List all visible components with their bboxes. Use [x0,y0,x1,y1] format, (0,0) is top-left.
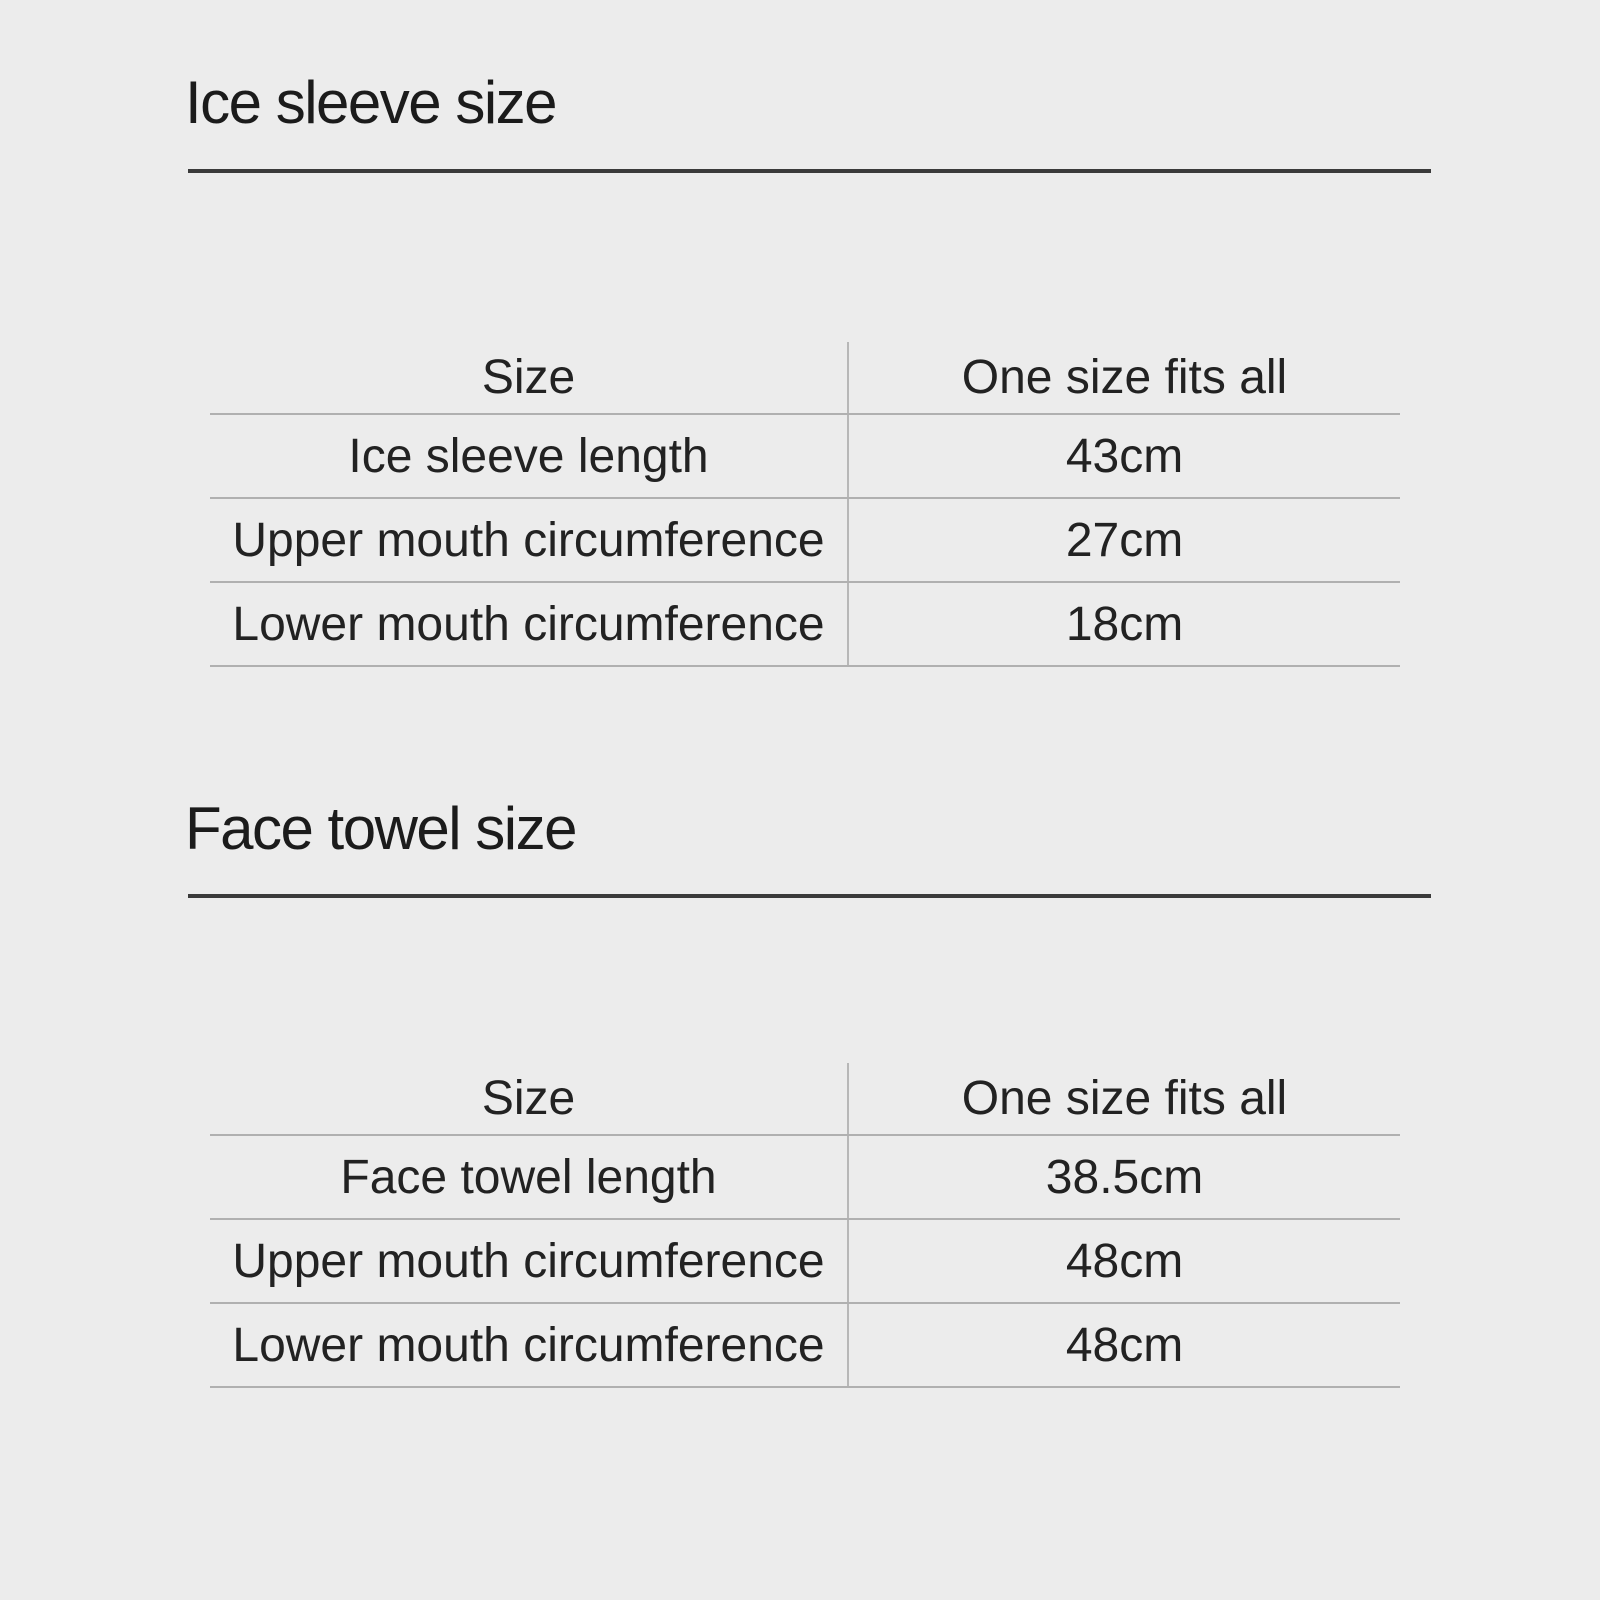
column-header-one-size: One size fits all [961,1072,1288,1125]
row-value: 38.5cm [1045,1150,1204,1204]
column-header-size: Size [210,342,849,413]
row-label: Upper mouth circumference [210,1220,849,1302]
section-title-ice-sleeve: Ice sleeve size [185,69,557,136]
row-value: 43cm [1065,429,1184,483]
row-label: Ice sleeve length [210,415,849,497]
ice-sleeve-size-table [210,342,1400,667]
column-header-one-size: One size fits all [961,351,1288,404]
row-value: 27cm [1065,513,1184,567]
table-row [210,499,1400,583]
face-towel-size-table [210,1063,1400,1388]
title-underline [188,169,1431,173]
row-label: Face towel length [210,1136,849,1218]
title-underline [188,894,1431,898]
row-label: Lower mouth circumference [210,583,849,665]
section-title-face-towel: Face towel size [185,795,576,862]
column-header-size: Size [210,1063,849,1134]
table-row [210,1220,1400,1304]
table-row [210,1136,1400,1220]
table-row [210,415,1400,499]
table-row [210,1304,1400,1388]
row-value: 48cm [1065,1318,1184,1372]
table-row [210,583,1400,667]
row-label: Lower mouth circumference [210,1304,849,1386]
table-header-row [210,342,1400,415]
row-value: 48cm [1065,1234,1184,1288]
row-label: Upper mouth circumference [210,499,849,581]
row-value: 18cm [1065,597,1184,651]
table-header-row [210,1063,1400,1136]
